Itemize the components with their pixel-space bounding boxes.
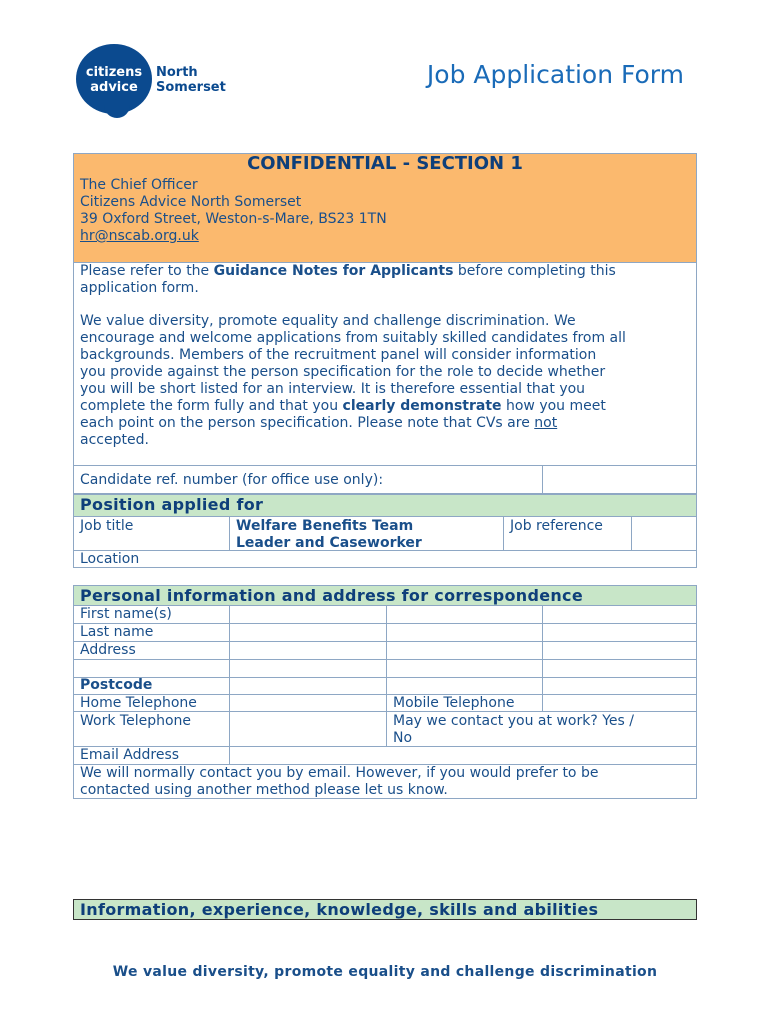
divider bbox=[229, 516, 230, 550]
mobile-telephone-field[interactable] bbox=[543, 695, 695, 710]
job-reference-label: Job reference bbox=[510, 518, 603, 534]
contact-at-work-question[interactable]: May we contact you at work? Yes / No bbox=[393, 713, 634, 746]
mobile-telephone-label: Mobile Telephone bbox=[393, 695, 515, 711]
divider bbox=[503, 516, 504, 550]
email-address-field[interactable] bbox=[230, 747, 695, 763]
personal-heading: Personal information and address for correspondence bbox=[80, 586, 583, 605]
work-telephone-label: Work Telephone bbox=[80, 713, 192, 729]
candidate-ref-label: Candidate ref. number (for office use only): bbox=[80, 472, 384, 488]
postcode-label: Postcode bbox=[80, 677, 153, 693]
section1-heading: CONFIDENTIAL - SECTION 1 bbox=[247, 153, 523, 174]
candidate-ref-field[interactable] bbox=[543, 466, 695, 493]
diversity-text: We value diversity, promote equality and challenge discrimination. We encourage and welcome applications from suitably skilled candidates from all backgrounds. Members of the recruitment panel will consider information you provide against the person specification for the role to decide whether you will be short listed for an interview. It is therefore essential that you complete the form fully and that you clearly demonstrate how you meet each point on the person specification. Please note that CVs are not accepted. bbox=[80, 313, 626, 448]
last-name-label: Last name bbox=[80, 624, 154, 640]
job-reference-field[interactable] bbox=[632, 517, 695, 549]
email-address-label: Email Address bbox=[80, 747, 180, 763]
logo-tail bbox=[104, 96, 130, 118]
page-title: Job Application Form bbox=[426, 60, 684, 89]
home-telephone-label: Home Telephone bbox=[80, 695, 197, 711]
info-heading: Information, experience, knowledge, skills and abilities bbox=[80, 900, 599, 919]
logo-text: citizens advice bbox=[85, 65, 143, 95]
first-name-field[interactable] bbox=[230, 606, 695, 622]
job-title-value: Welfare Benefits Team Leader and Caseworker bbox=[236, 518, 422, 551]
last-name-field[interactable] bbox=[230, 624, 695, 640]
address-label: Address bbox=[80, 642, 136, 658]
work-telephone-field[interactable] bbox=[230, 712, 385, 745]
postcode-field[interactable] bbox=[230, 678, 695, 693]
recipient-address: The Chief Officer Citizens Advice North Somerset 39 Oxford Street, Weston-s-Mare, BS23 1TN hr@nscab.org.uk bbox=[80, 177, 387, 244]
address-field[interactable] bbox=[230, 642, 695, 676]
home-telephone-field[interactable] bbox=[230, 695, 385, 710]
location-label: Location bbox=[80, 551, 140, 567]
email-note: We will normally contact you by email. However, if you would prefer to be contacted using another method please let us know. bbox=[80, 765, 599, 798]
logo-side-text: North Somerset bbox=[156, 65, 226, 95]
email-link[interactable]: hr@nscab.org.uk bbox=[80, 228, 199, 244]
divider bbox=[74, 516, 696, 517]
position-heading: Position applied for bbox=[80, 495, 264, 514]
guidance-text: Please refer to the Guidance Notes for Applicants before completing this application form. bbox=[80, 263, 616, 296]
job-title-label: Job title bbox=[80, 518, 134, 534]
first-name-label: First name(s) bbox=[80, 606, 172, 622]
footer-text: We value diversity, promote equality and challenge discrimination bbox=[112, 964, 658, 980]
